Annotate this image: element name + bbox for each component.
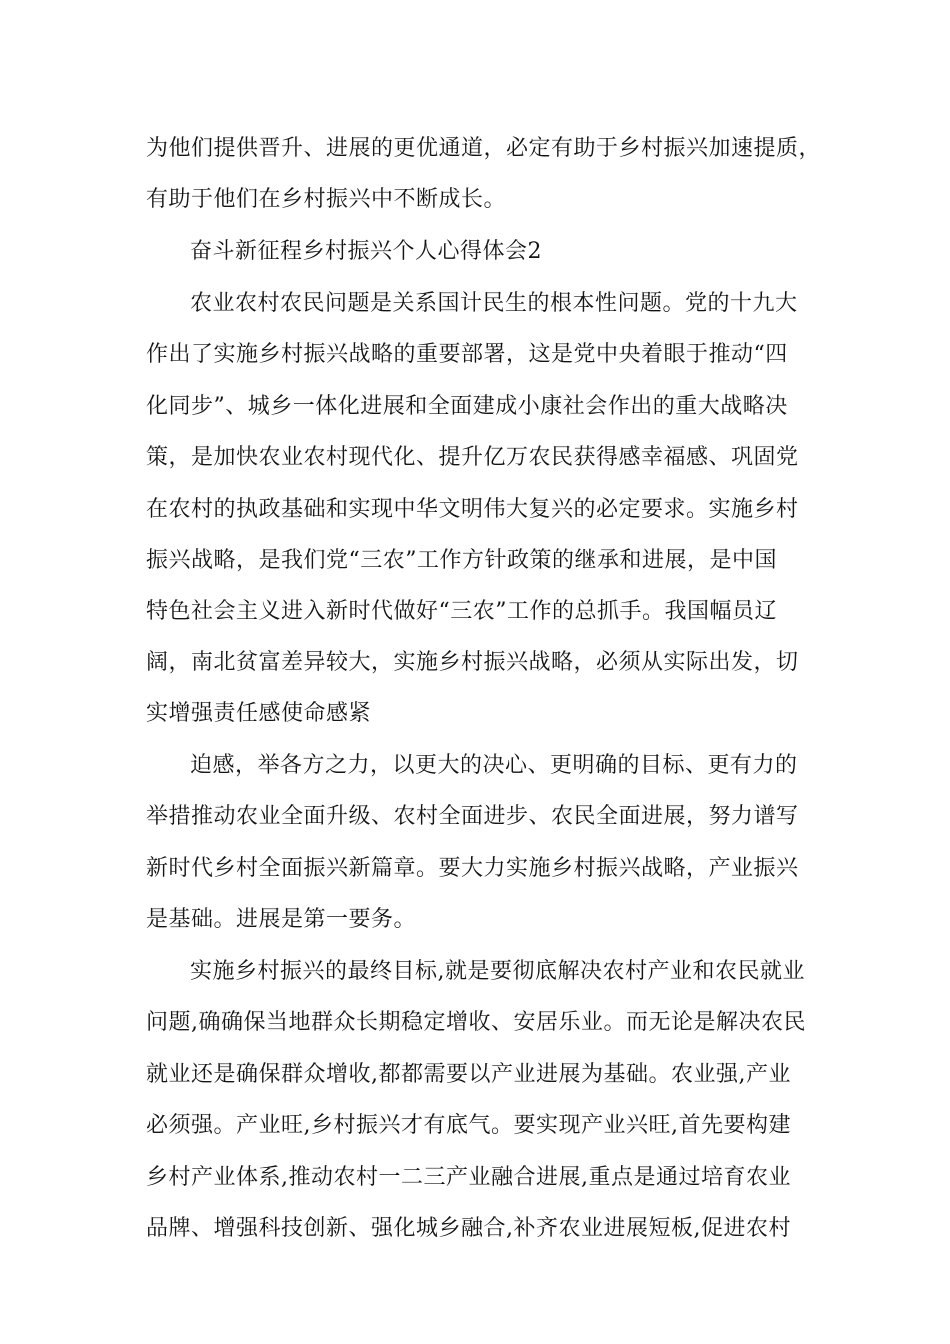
paragraph-line: 就业还是确保群众增收,都都需要以产业进展为基础。农业强,产业 xyxy=(146,1062,791,1087)
paragraph-line: 必须强。产业旺,乡村振兴才有底气。要实现产业兴旺,首先要构建 xyxy=(146,1113,791,1138)
paragraph-line: 振兴战略，是我们党“三农”工作方针政策的继承和进展，是中国 xyxy=(146,548,777,573)
paragraph-line: 实施乡村振兴的最终目标,就是要彻底解决农村产业和农民就业 xyxy=(190,959,805,984)
paragraph-line: 策，是加快农业农村现代化、提升亿万农民获得感幸福感、巩固党 xyxy=(146,445,799,470)
section-heading: 奋斗新征程乡村振兴个人心得体会2 xyxy=(190,239,542,264)
paragraph-line: 举措推动农业全面升级、农村全面进步、农民全面进展，努力谱写 xyxy=(146,804,799,829)
paragraph-line: 新时代乡村全面振兴新篇章。要大力实施乡村振兴战略，产业振兴 xyxy=(146,856,799,881)
paragraph-line: 为他们提供晋升、进展的更优通道，必定有助于乡村振兴加速提质， xyxy=(146,136,822,161)
paragraph-line: 特色社会主义进入新时代做好“三农”工作的总抓手。我国幅员辽 xyxy=(146,599,777,624)
paragraph-line: 乡村产业体系,推动农村一二三产业融合进展,重点是通过培育农业 xyxy=(146,1165,791,1190)
paragraph-line: 阔，南北贫富差异较大，实施乡村振兴战略，必须从实际出发，切 xyxy=(146,650,799,675)
paragraph-line: 是基础。进展是第一要务。 xyxy=(146,907,417,932)
paragraph-line: 在农村的执政基础和实现中华文明伟大复兴的必定要求。实施乡村 xyxy=(146,497,799,522)
paragraph-line: 品牌、增强科技创新、强化城乡融合,补齐农业进展短板,促进农村 xyxy=(146,1216,791,1241)
paragraph-line: 农业农村农民问题是关系国计民生的根本性问题。党的十九大 xyxy=(190,291,798,316)
paragraph-line: 有助于他们在乡村振兴中不断成长。 xyxy=(146,187,507,212)
paragraph-line: 迫感，举各方之力，以更大的决心、更明确的目标、更有力的 xyxy=(190,753,798,778)
paragraph-line: 问题,确确保当地群众长期稳定增收、安居乐业。而无论是解决农民 xyxy=(146,1010,806,1035)
paragraph-line: 实增强责任感使命感紧 xyxy=(146,701,372,726)
paragraph-line: 化同步”、城乡一体化进展和全面建成小康社会作出的重大战略决 xyxy=(146,394,788,419)
paragraph-line: 作出了实施乡村振兴战略的重要部署，这是党中央着眼于推动“四 xyxy=(146,342,788,367)
